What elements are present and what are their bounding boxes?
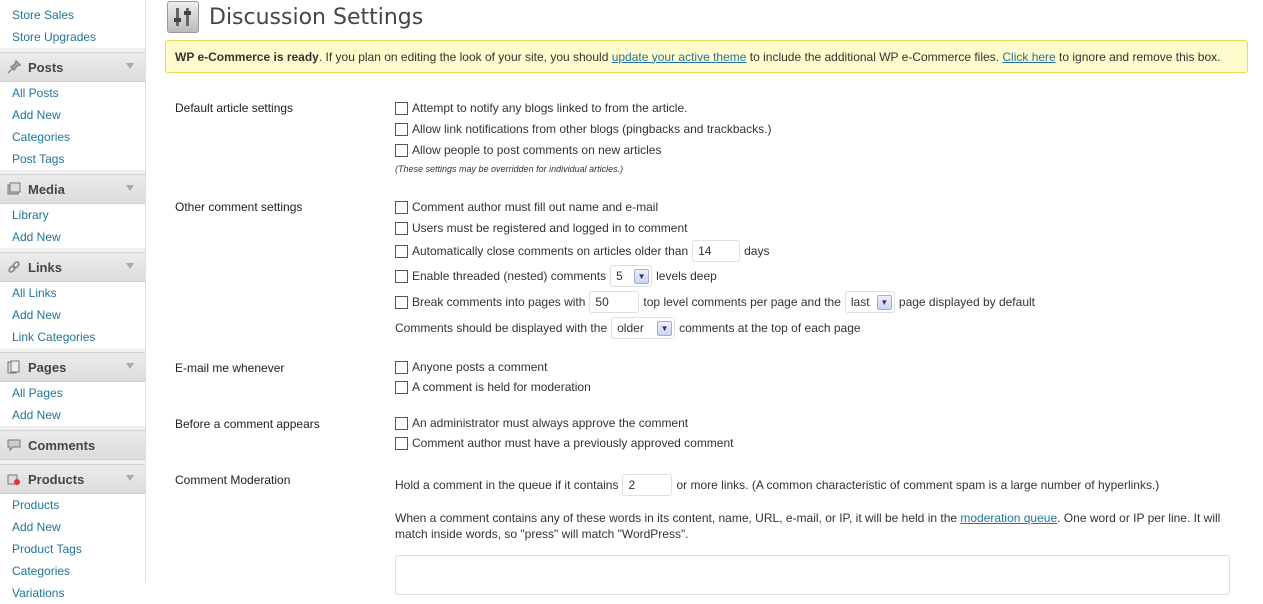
- option-label: Allow link notifications from other blogs (pingbacks and trackbacks.): [412, 122, 772, 136]
- paged-comments-checkbox[interactable]: [395, 296, 408, 309]
- link-icon: [6, 259, 22, 275]
- chevron-down-icon[interactable]: [126, 475, 134, 481]
- threaded-comments-checkbox[interactable]: [395, 270, 408, 283]
- notify-blogs-option[interactable]: [395, 99, 687, 117]
- sidebar-item-post-tags[interactable]: Post Tags: [12, 152, 65, 166]
- email-me-whenever-label: E-mail me whenever: [175, 361, 285, 375]
- require-name-email-checkbox[interactable]: [395, 201, 408, 214]
- option-label: Break comments into pages with: [412, 295, 586, 309]
- chevron-down-icon[interactable]: ▼: [657, 321, 672, 336]
- require-name-email-option[interactable]: [395, 198, 658, 216]
- admin-approval-option[interactable]: [395, 414, 688, 432]
- sidebar-item-link-categories[interactable]: Link Categories: [12, 330, 96, 344]
- sidebar-menu-products[interactable]: [0, 464, 145, 494]
- default-article-settings-label: Default article settings: [175, 101, 294, 115]
- option-label: comments at the top of each page: [679, 321, 861, 335]
- wpsc-notice: [165, 40, 1248, 73]
- paged-comments-option: [395, 293, 1035, 311]
- option-label: An administrator must always approve the comment: [412, 416, 689, 430]
- admin-approval-checkbox[interactable]: [395, 417, 408, 430]
- moderation-queue-link[interactable]: moderation queue: [960, 511, 1058, 525]
- media-icon: [6, 181, 22, 197]
- notify-blogs-checkbox[interactable]: [395, 102, 408, 115]
- previously-approved-option[interactable]: [395, 434, 734, 452]
- pingbacks-checkbox[interactable]: [395, 123, 408, 136]
- sidebar-item-all-links[interactable]: All Links: [12, 286, 57, 300]
- main-content: [147, 0, 1263, 582]
- sidebar-menu-label: Comments: [28, 437, 96, 453]
- thread-depth-select[interactable]: [610, 265, 652, 287]
- close-comments-checkbox[interactable]: [395, 245, 408, 258]
- sidebar-item-add-new-link[interactable]: Add New: [12, 308, 61, 322]
- option-label: Comment author must have a previously approved comment: [412, 436, 734, 450]
- close-comments-days-input[interactable]: 14: [692, 240, 740, 262]
- click-here-link[interactable]: Click here: [1002, 49, 1056, 64]
- option-label: Comments should be displayed with the: [395, 321, 608, 335]
- notice-text: . If you plan on editing the look of your site, you should: [318, 49, 612, 64]
- email-on-comment-option[interactable]: [395, 358, 547, 376]
- comment-order-option: [395, 319, 861, 337]
- moderation-keys-description: [395, 510, 1240, 542]
- hold-links-option: [395, 476, 1159, 494]
- sidebar-item-product-categories[interactable]: Categories: [12, 564, 71, 578]
- option-label: Hold a comment in the queue if it contains: [395, 478, 619, 492]
- sidebar-menu-label: Media: [28, 181, 65, 197]
- comment-order-select[interactable]: [611, 317, 675, 339]
- registration-required-option[interactable]: [395, 219, 687, 237]
- override-note: (These settings may be overridden for individual articles.): [395, 164, 624, 174]
- description-text: . One word or IP per line. It will match inside words, so "press" will match "WordPress".: [395, 511, 1221, 541]
- pingbacks-option[interactable]: [395, 120, 772, 138]
- products-icon: [6, 471, 22, 487]
- pin-icon: [6, 59, 22, 75]
- chevron-down-icon[interactable]: ▼: [634, 269, 649, 284]
- option-label: Anyone posts a comment: [412, 360, 548, 374]
- sidebar-menu-label: Links: [28, 259, 62, 275]
- sidebar-menu-media[interactable]: [0, 174, 145, 204]
- chevron-down-icon[interactable]: [126, 63, 134, 69]
- moderation-keys-textarea[interactable]: [395, 555, 1230, 595]
- email-on-comment-checkbox[interactable]: [395, 361, 408, 374]
- option-label: days: [744, 244, 770, 258]
- sidebar-menu-label: Posts: [28, 59, 64, 75]
- sidebar-item-store-upgrades[interactable]: Store Upgrades: [12, 30, 97, 44]
- page-header: [167, 1, 423, 33]
- sidebar-item-add-new-post[interactable]: Add New: [12, 108, 61, 122]
- comment-bubble-icon: [6, 437, 22, 453]
- threaded-comments-option: [395, 267, 717, 285]
- select-value: 5: [616, 269, 623, 283]
- settings-sliders-icon: [167, 1, 199, 33]
- notice-text: to include the additional WP e-Commerce files.: [746, 49, 1003, 64]
- sidebar-menu-posts[interactable]: [0, 52, 145, 82]
- notice-text: to ignore and remove this box.: [1055, 49, 1221, 64]
- allow-comments-option[interactable]: [395, 141, 661, 159]
- option-label: Users must be registered and logged in to comment: [412, 221, 688, 235]
- option-label: levels deep: [656, 269, 717, 283]
- sidebar-menu-label: Pages: [28, 359, 67, 375]
- sidebar-item-add-new-product[interactable]: Add New: [12, 520, 61, 534]
- option-label: top level comments per page and the: [643, 295, 841, 309]
- sidebar-item-all-posts[interactable]: All Posts: [12, 86, 59, 100]
- option-label: Allow people to post comments on new articles: [412, 143, 662, 157]
- sidebar-item-library[interactable]: Library: [12, 208, 49, 222]
- option-label: Enable threaded (nested) comments: [412, 269, 607, 283]
- allow-comments-checkbox[interactable]: [395, 144, 408, 157]
- sidebar-menu-comments[interactable]: [0, 430, 145, 460]
- sidebar-item-add-new-page[interactable]: Add New: [12, 408, 61, 422]
- comments-per-page-input[interactable]: 50: [589, 291, 639, 313]
- email-on-moderation-option[interactable]: [395, 378, 591, 396]
- chevron-down-icon[interactable]: [126, 363, 134, 369]
- store-submenu: [0, 0, 145, 48]
- registration-required-checkbox[interactable]: [395, 222, 408, 235]
- email-on-moderation-checkbox[interactable]: [395, 381, 408, 394]
- chevron-down-icon[interactable]: [126, 263, 134, 269]
- admin-sidebar: [0, 0, 146, 600]
- option-label: Comment author must fill out name and e-mail: [412, 200, 659, 214]
- page-title: Discussion Settings: [209, 4, 424, 30]
- close-comments-option: [395, 242, 769, 260]
- sidebar-item-product-tags[interactable]: Product Tags: [12, 542, 82, 556]
- sidebar-menu-links[interactable]: [0, 252, 145, 282]
- notice-bold: WP e-Commerce is ready: [175, 49, 319, 64]
- comment-moderation-label: Comment Moderation: [175, 473, 291, 487]
- select-value: last: [850, 295, 870, 309]
- sidebar-item-store-sales[interactable]: Store Sales: [12, 8, 75, 22]
- sidebar-item-categories[interactable]: Categories: [12, 130, 71, 144]
- pages-icon: [6, 359, 22, 375]
- option-label: Attempt to notify any blogs linked to from the article.: [412, 101, 688, 115]
- chevron-down-icon[interactable]: [126, 185, 134, 191]
- sidebar-menu-label: Products: [28, 471, 85, 487]
- option-label: Automatically close comments on articles older than: [412, 244, 689, 258]
- before-comment-appears-label: Before a comment appears: [175, 417, 320, 431]
- update-theme-link[interactable]: update your active theme: [611, 49, 747, 64]
- sidebar-item-add-new-media[interactable]: Add New: [12, 230, 61, 244]
- option-label: or more links. (A common characteristic of comment spam is a large number of hyperlinks.): [676, 478, 1160, 492]
- max-links-input[interactable]: 2: [622, 474, 672, 496]
- chevron-down-icon[interactable]: ▼: [877, 295, 892, 310]
- option-label: A comment is held for moderation: [412, 380, 591, 394]
- default-page-select[interactable]: [845, 291, 895, 313]
- select-value: older: [617, 321, 644, 335]
- description-text: When a comment contains any of these words in its content, name, URL, e-mail, or IP, it will be held in the: [395, 511, 961, 525]
- other-comment-settings-label: Other comment settings: [175, 200, 303, 214]
- sidebar-item-variations[interactable]: Variations: [12, 586, 65, 600]
- option-label: page displayed by default: [898, 295, 1035, 309]
- sidebar-item-all-pages[interactable]: All Pages: [12, 386, 63, 400]
- sidebar-item-products[interactable]: Products: [12, 498, 60, 512]
- sidebar-menu-pages[interactable]: [0, 352, 145, 382]
- previously-approved-checkbox[interactable]: [395, 437, 408, 450]
